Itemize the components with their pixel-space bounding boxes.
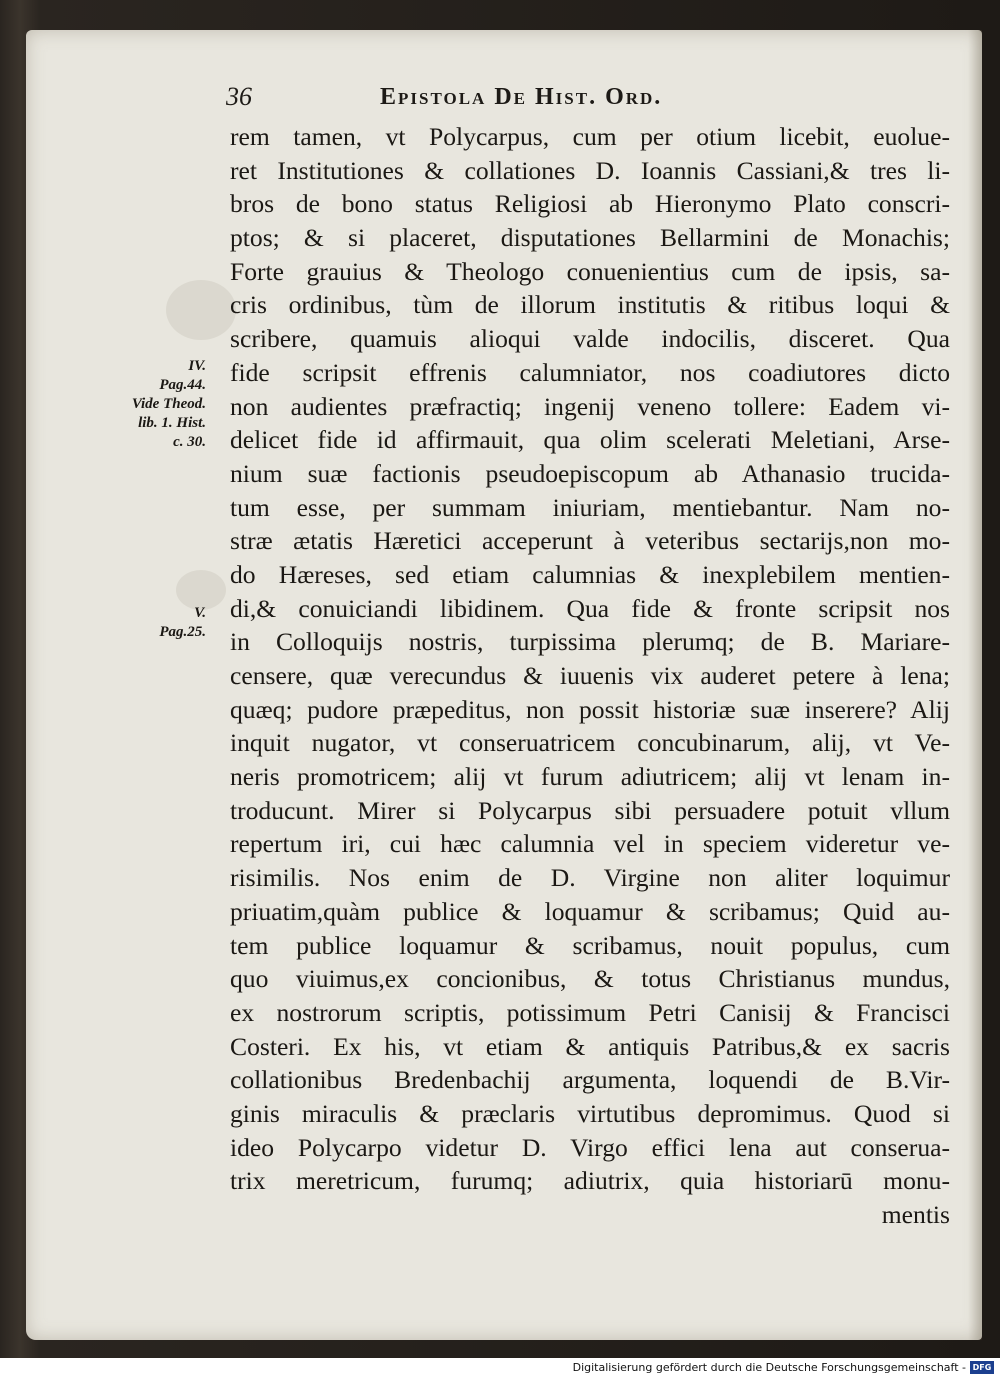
- text-line: ideo Polycarpo videtur D. Virgo effici lena aut conserua-: [230, 1132, 950, 1162]
- footer-bar: [0, 1358, 1000, 1378]
- text-line: quæq; pudore præpeditus, non possit historiæ suæ inserere? Alij: [230, 694, 950, 724]
- catchword: mentis: [881, 1200, 950, 1229]
- text-line: fide scripsit effrenis calumniator, nos coadiutores dicto: [230, 357, 950, 387]
- text-line: Forte grauius & Theologo conuenientius cum de ipsis, sa-: [230, 256, 950, 286]
- text-line: stræ ætatis Hæretici acceperunt à veteribus sectarijs,non mo-: [230, 526, 950, 556]
- running-head: [226, 82, 786, 118]
- text-line: trix meretricum, furumq; adiutrix, quia historiarū monu-: [230, 1166, 950, 1196]
- text-line: delicet fide id affirmauit, qua olim scelerati Meletiani, Arse-: [230, 425, 950, 455]
- header-title: Epistola De Hist. Ord.: [380, 84, 663, 110]
- text-line: Costeri. Ex his, vt etiam & antiquis Patribus,& ex sacris: [230, 1031, 950, 1061]
- text-line: tum esse, per summam iniuriam, mentiebantur. Nam no-: [230, 492, 950, 522]
- funding-credit: Digitalisierung gefördert durch die Deutsche Forschungsgemeinschaft -: [572, 1361, 966, 1374]
- marginal-note-iv: [126, 357, 206, 452]
- text-line: inquit nugator, vt conseruatricem concubinarum, alij, vt Ve-: [230, 728, 950, 758]
- marginal-line: IV.: [188, 358, 206, 374]
- paper-stain: [166, 280, 236, 340]
- text-line: non audientes præfractiq; ingenij veneno tollere: Eadem vi-: [230, 391, 950, 421]
- marginal-line: lib. 1. Hist.: [138, 415, 206, 431]
- text-line: ptos; & si placeret, disputationes Bellarmini de Monachis;: [230, 223, 950, 253]
- text-line: quo viuimus,ex concionibus, & totus Christianus mundus,: [230, 964, 950, 994]
- page-edge-shadow: [968, 30, 982, 1340]
- marginal-line: V.: [194, 605, 206, 621]
- text-line: repertum iri, cui hæc calumnia vel in speciem videretur ve-: [230, 829, 950, 859]
- text-line: in Colloquijs nostris, turpissima plerumq; de B. Mariare-: [230, 627, 950, 657]
- text-line: rem tamen, vt Polycarpus, cum per otium licebit, euolue-: [230, 122, 950, 151]
- marginal-note-v: [126, 604, 206, 642]
- page-number: 36: [226, 82, 252, 111]
- text-line: censere, quæ verecundus & iuuenis vix auderet petere à lena;: [230, 661, 950, 690]
- text-line: cris ordinibus, tùm de illorum institutis & ritibus loqui &: [230, 290, 950, 320]
- text-line: tem publice loquamur & scribamus, nouit populus, cum: [230, 930, 950, 960]
- marginal-line: c. 30.: [173, 434, 206, 450]
- text-line: troducunt. Mirer si Polycarpus sibi persuadere potuit vllum: [230, 795, 950, 825]
- body-text: [230, 120, 950, 1232]
- text-line: ret Institutiones & collationes D. Ioannis Cassiani,& tres li-: [230, 155, 950, 185]
- text-line: priuatim,quàm publice & loquamur & scribamus; Quid au-: [230, 896, 950, 926]
- text-line: risimilis. Nos enim de D. Virgine non aliter loquimur: [230, 863, 950, 893]
- text-line: di,& conuiciandi libidinem. Qua fide & fronte scripsit nos: [230, 593, 950, 623]
- marginal-line: Pag.44.: [159, 377, 206, 393]
- text-line: nium suæ factionis pseudoepiscopum ab Athanasio trucida-: [230, 458, 950, 488]
- book-page: [26, 30, 982, 1340]
- text-line: scribere, quamuis alioqui valde indocilis, disceret. Qua: [230, 324, 950, 354]
- text-line: do Hæreses, sed etiam calumnias & inexplebilem mentien-: [230, 559, 950, 589]
- text-line: collationibus Bredenbachij argumenta, loquendi de B.Vir-: [230, 1065, 950, 1095]
- dfg-logo: DFG: [970, 1361, 994, 1374]
- text-line: ginis miraculis & præclaris virtutibus depromimus. Quod si: [230, 1098, 950, 1128]
- marginal-line: Pag.25.: [159, 624, 206, 640]
- text-line: neris promotricem; alij vt furum adiutricem; alij vt lenam in-: [230, 762, 950, 792]
- text-line: ex nostrorum scriptis, potissimum Petri Canisij & Francisci: [230, 997, 950, 1027]
- marginal-line: Vide Theod.: [131, 396, 206, 412]
- text-line: bros de bono status Religiosi ab Hieronymo Plato conscri-: [230, 189, 950, 219]
